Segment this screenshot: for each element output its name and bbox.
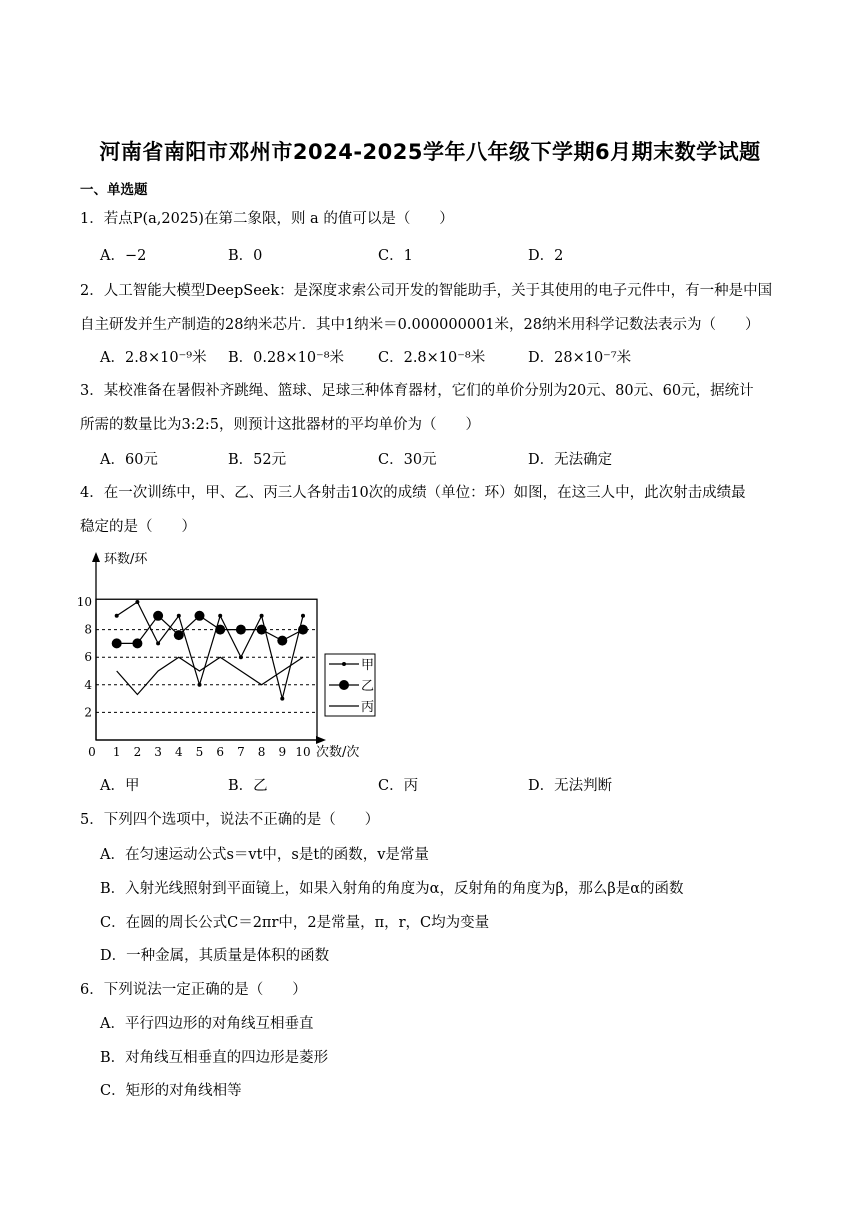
q5-option-c[interactable]: C．在圆的周长公式C＝2πr中，2是常量，π，r，C均为变量 [100,915,490,931]
x-tick-label: 0 [88,745,96,759]
legend-marker-1 [342,662,346,666]
q1-option-a[interactable]: A．−2 [100,248,147,264]
x-tick-label: 3 [154,745,162,759]
x-tick-label: 7 [237,745,245,759]
q5-option-a[interactable]: A．在匀速运动公式s＝vt中，s是t的函数，v是常量 [100,847,429,863]
q4-stem-line2: 稳定的是（ ） [80,519,196,535]
q4-option-a[interactable]: A．甲 [100,778,140,794]
series-2-point [215,625,225,635]
series-1-point [156,641,160,645]
legend-label-2: 乙 [361,679,375,694]
q1-option-c[interactable]: C．1 [378,248,413,264]
x-tick-label: 5 [195,745,204,759]
q2-option-c[interactable]: C．2.8×10⁻⁸米 [378,350,486,366]
q5-stem: 5．下列四个选项中，说法不正确的是（ ） [80,812,380,828]
x-tick-label: 4 [174,745,183,759]
q1-stem: 1．若点P(a,2025)在第二象限，则 a 的值可以是（ ） [80,211,454,227]
q2-stem-line2: 自主研发并生产制造的28纳米芯片．其中1纳米＝0.000000001米，28纳米用科学记数法表示为（ ） [80,317,760,333]
y-tick-label: 6 [84,650,92,665]
q4-option-b[interactable]: B．乙 [228,778,268,794]
series-1-point [198,683,202,687]
q5-option-d[interactable]: D．一种金属，其质量是体积的函数 [100,948,330,964]
series-line-1 [117,602,303,699]
y-tick-label: 10 [76,595,92,609]
series-line-3 [117,657,303,694]
series-1-point [177,614,181,618]
q3-option-c[interactable]: C．30元 [378,452,437,468]
legend-label-3: 丙 [361,700,375,715]
q4-option-d[interactable]: D．无法判断 [528,778,613,794]
q6-option-c[interactable]: C．矩形的对角线相等 [100,1083,242,1099]
x-tick-label: 8 [257,745,266,759]
x-tick-label: 2 [133,745,142,759]
q3-option-b[interactable]: B．52元 [228,452,287,468]
series-1-point [301,614,305,618]
q3-stem-line1: 3．某校准备在暑假补齐跳绳、篮球、足球三种体育器材，它们的单价分别为20元、80元、60元，据统计 [80,383,754,399]
series-2-point [195,611,205,621]
series-1-point [239,655,243,659]
q2-option-d[interactable]: D．28×10⁻⁷米 [528,350,632,366]
y-axis-arrow [92,552,100,562]
page-title: 河南省南阳市邓州市2024-2025学年八年级下学期6月期末数学试题 [99,140,761,164]
series-2-point [132,638,142,648]
y-axis-label: 环数/环 [104,552,148,567]
q4-stem-line1: 4．在一次训练中，甲、乙、丙三人各射击10次的成绩（单位：环）如图，在这三人中，此次射击成绩最 [80,485,746,501]
legend-marker-2 [339,680,349,690]
q2-stem-line1: 2．人工智能大模型DeepSeek：是深度求索公司开发的智能助手，关于其使用的电子元件中，有一种是中国 [80,283,773,299]
legend-label-1: 甲 [361,658,375,673]
section-heading: 一、单选题 [80,182,148,198]
q3-stem-line2: 所需的数量比为3:2:5，则预计这批器材的平均单价为（ ） [80,417,480,433]
series-2-point [277,636,287,646]
q6-stem: 6．下列说法一定正确的是（ ） [80,982,307,998]
q1-option-d[interactable]: D．2 [528,248,564,264]
shooting-score-chart [76,548,380,774]
y-tick-label: 4 [84,677,92,692]
q5-option-b[interactable]: B．入射光线照射到平面镜上，如果入射角的角度为α，反射角的角度为β，那么β是α的函数 [100,881,684,897]
q6-option-b[interactable]: B．对角线互相垂直的四边形是菱形 [100,1050,329,1066]
q4-option-c[interactable]: C．丙 [378,778,419,794]
q6-option-a[interactable]: A．平行四边形的对角线互相垂直 [100,1016,314,1032]
q3-option-d[interactable]: D．无法确定 [528,452,613,468]
q2-option-b[interactable]: B．0.28×10⁻⁸米 [228,350,345,366]
series-1-point [135,600,139,604]
series-2-point [112,638,122,648]
series-1-point [280,697,284,701]
x-tick-label: 10 [295,745,311,759]
series-1-point [115,614,119,618]
series-1-point [260,614,264,618]
series-2-point [174,630,184,640]
series-2-point [236,625,246,635]
q2-option-a[interactable]: A．2.8×10⁻⁹米 [100,350,207,366]
series-2-point [153,611,163,621]
x-axis-label: 次数/次 [316,745,360,760]
series-2-point [298,625,308,635]
series-2-point [257,625,267,635]
y-tick-label: 2 [84,705,92,720]
q1-option-b[interactable]: B．0 [228,248,263,264]
y-tick-label: 8 [84,622,92,637]
x-axis-arrow [316,736,326,744]
q3-option-a[interactable]: A．60元 [100,452,158,468]
x-tick-label: 9 [278,745,287,759]
x-tick-label: 1 [112,745,121,759]
x-tick-label: 6 [216,745,225,759]
series-1-point [218,614,222,618]
